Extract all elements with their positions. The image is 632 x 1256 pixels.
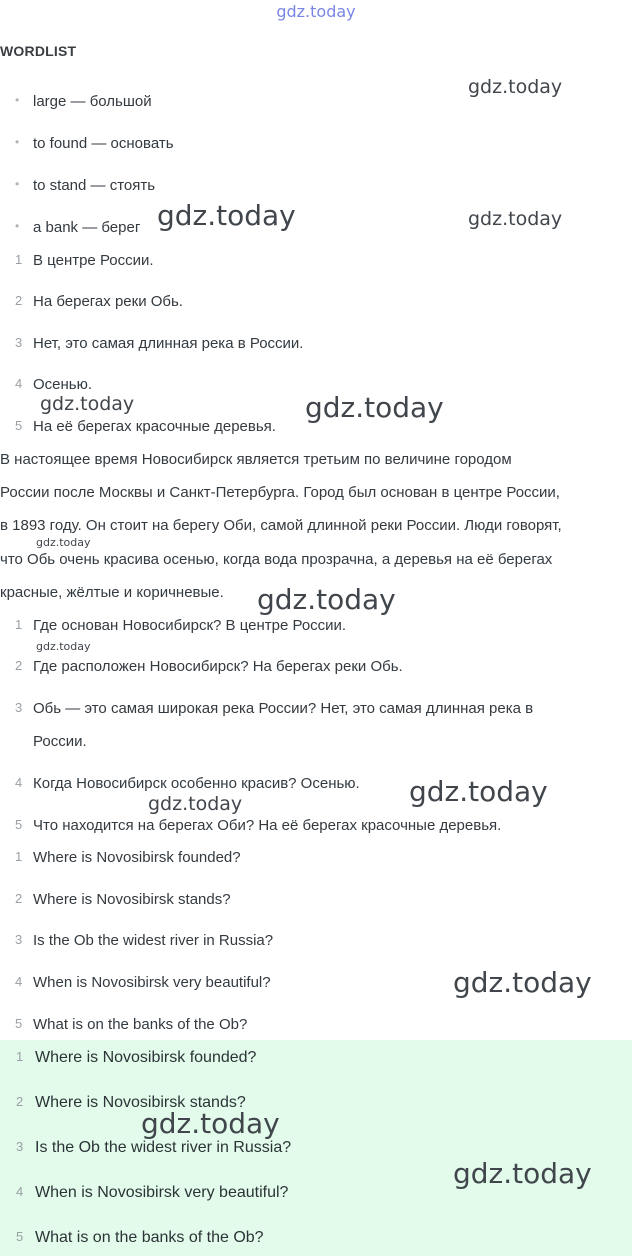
- watermark: gdz.today: [453, 966, 592, 999]
- watermark: gdz.today: [157, 199, 296, 232]
- paragraph-line: в 1893 году. Он стоит на берегу Оби, самой длинной реки России. Люди говорят,: [0, 517, 562, 534]
- bullet-icon: •: [15, 93, 20, 107]
- paragraph-line: России после Москвы и Санкт-Петербурга. Город был основан в центре России,: [0, 484, 560, 501]
- watermark: gdz.today: [36, 640, 91, 653]
- watermark: gdz.today: [36, 536, 91, 549]
- paragraph-line: красные, жёлтые и коричневые.: [0, 584, 224, 601]
- watermark: gdz.today: [305, 391, 444, 424]
- bullet-icon: •: [15, 177, 20, 191]
- wordlist-heading: WORDLIST: [0, 43, 77, 59]
- watermark: gdz.today: [453, 1157, 592, 1190]
- bullet-icon: •: [15, 219, 20, 233]
- paragraph-line: что Обь очень красива осенью, когда вода прозрачна, а деревья на её берегах: [0, 551, 553, 568]
- watermark: gdz.today: [40, 393, 135, 415]
- top-watermark: gdz.today: [276, 2, 356, 21]
- watermark: gdz.today: [257, 583, 396, 616]
- watermark: gdz.today: [468, 76, 563, 98]
- watermark: gdz.today: [409, 775, 548, 808]
- watermark: gdz.today: [141, 1107, 280, 1140]
- watermark: gdz.today: [468, 208, 563, 230]
- watermark: gdz.today: [148, 793, 243, 815]
- bullet-icon: •: [15, 135, 20, 149]
- paragraph-line: В настоящее время Новосибирск является третьим по величине городом: [0, 451, 512, 468]
